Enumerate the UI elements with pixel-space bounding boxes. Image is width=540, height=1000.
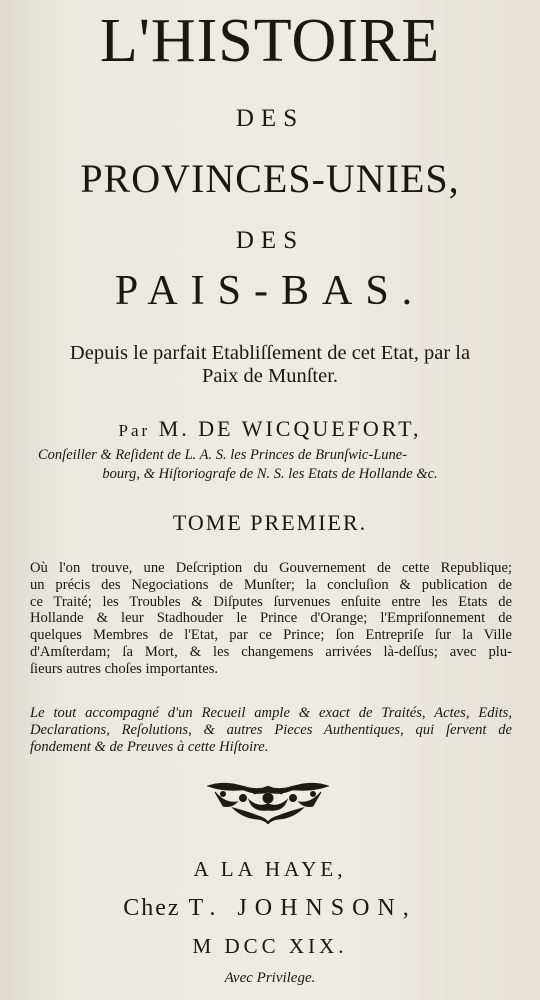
subtitle-line-1: Depuis le parfait Etabliſſement de cet Etat, par la [69, 342, 471, 364]
recueil-line: Declarations, Reſolutions, & autres Pieces Authentiques, qui ſervent de [30, 721, 512, 738]
description-line: ce Traité; les Troubles & Diſputes ſurvenues enſuite entre les Etats de [30, 593, 512, 610]
description-line: ſieurs autres choſes importantes. [30, 660, 219, 677]
privilege-note: Avec Privilege. [224, 970, 316, 986]
printer-name: T. JOHNSON, [188, 895, 417, 921]
author-par: Par [118, 421, 151, 440]
printer-chez: Chez [123, 895, 181, 921]
recueil-paragraph [30, 705, 512, 755]
des-line-2: DES [235, 227, 305, 254]
author-credentials-line-1: Conſeiller & Reſident de L. A. S. les Princes de Brunſwic-Lune- [38, 447, 408, 463]
floral-ornament-icon [203, 778, 333, 824]
author-name: M. DE WICQUEFORT, [158, 416, 422, 441]
title-line-2: PROVINCES-UNIES, [80, 156, 460, 201]
description-line: Où l'on trouve, une Deſcription du Gouvernement de cette Republique; [30, 560, 512, 576]
author-credentials-line-2: bourg, & Hiſtoriografe de N. S. les Etats de Hollande &c. [102, 466, 438, 482]
imprint-year: M DCC XIX. [192, 934, 348, 958]
description-line: d'Amſterdam; ſa Mort, & les changemens arrivées là-deſſus; avec plu- [30, 643, 512, 660]
recueil-line: fondement & de Preuves à cette Hiſtoire. [30, 738, 269, 755]
description-line: un précis des Negociations de Munſter; la concluſion & publication de [30, 576, 512, 593]
title-line-3: PAIS-BAS. [114, 268, 426, 314]
author-line [0, 416, 540, 444]
title-line-1: L'HISTOIRE [99, 7, 441, 75]
imprint-printer [0, 893, 540, 923]
description-line: quelques Membres de l'Etat, par ce Prince; ſon Entrepriſe ſur la Ville [30, 627, 512, 644]
tome-heading: TOME PREMIER. [172, 510, 368, 535]
des-line-1: DES [235, 105, 305, 132]
description-line: Hollande & leur Stadhouder le Prince d'Orange; l'Empriſonnement de [30, 610, 512, 627]
imprint-place: A LA HAYE, [193, 857, 347, 881]
description-paragraph [30, 560, 512, 678]
subtitle-line-2: Paix de Munſter. [201, 365, 339, 387]
recueil-line: Le tout accompagné d'un Recueil ample & exact de Traités, Actes, Edits, [30, 705, 512, 721]
